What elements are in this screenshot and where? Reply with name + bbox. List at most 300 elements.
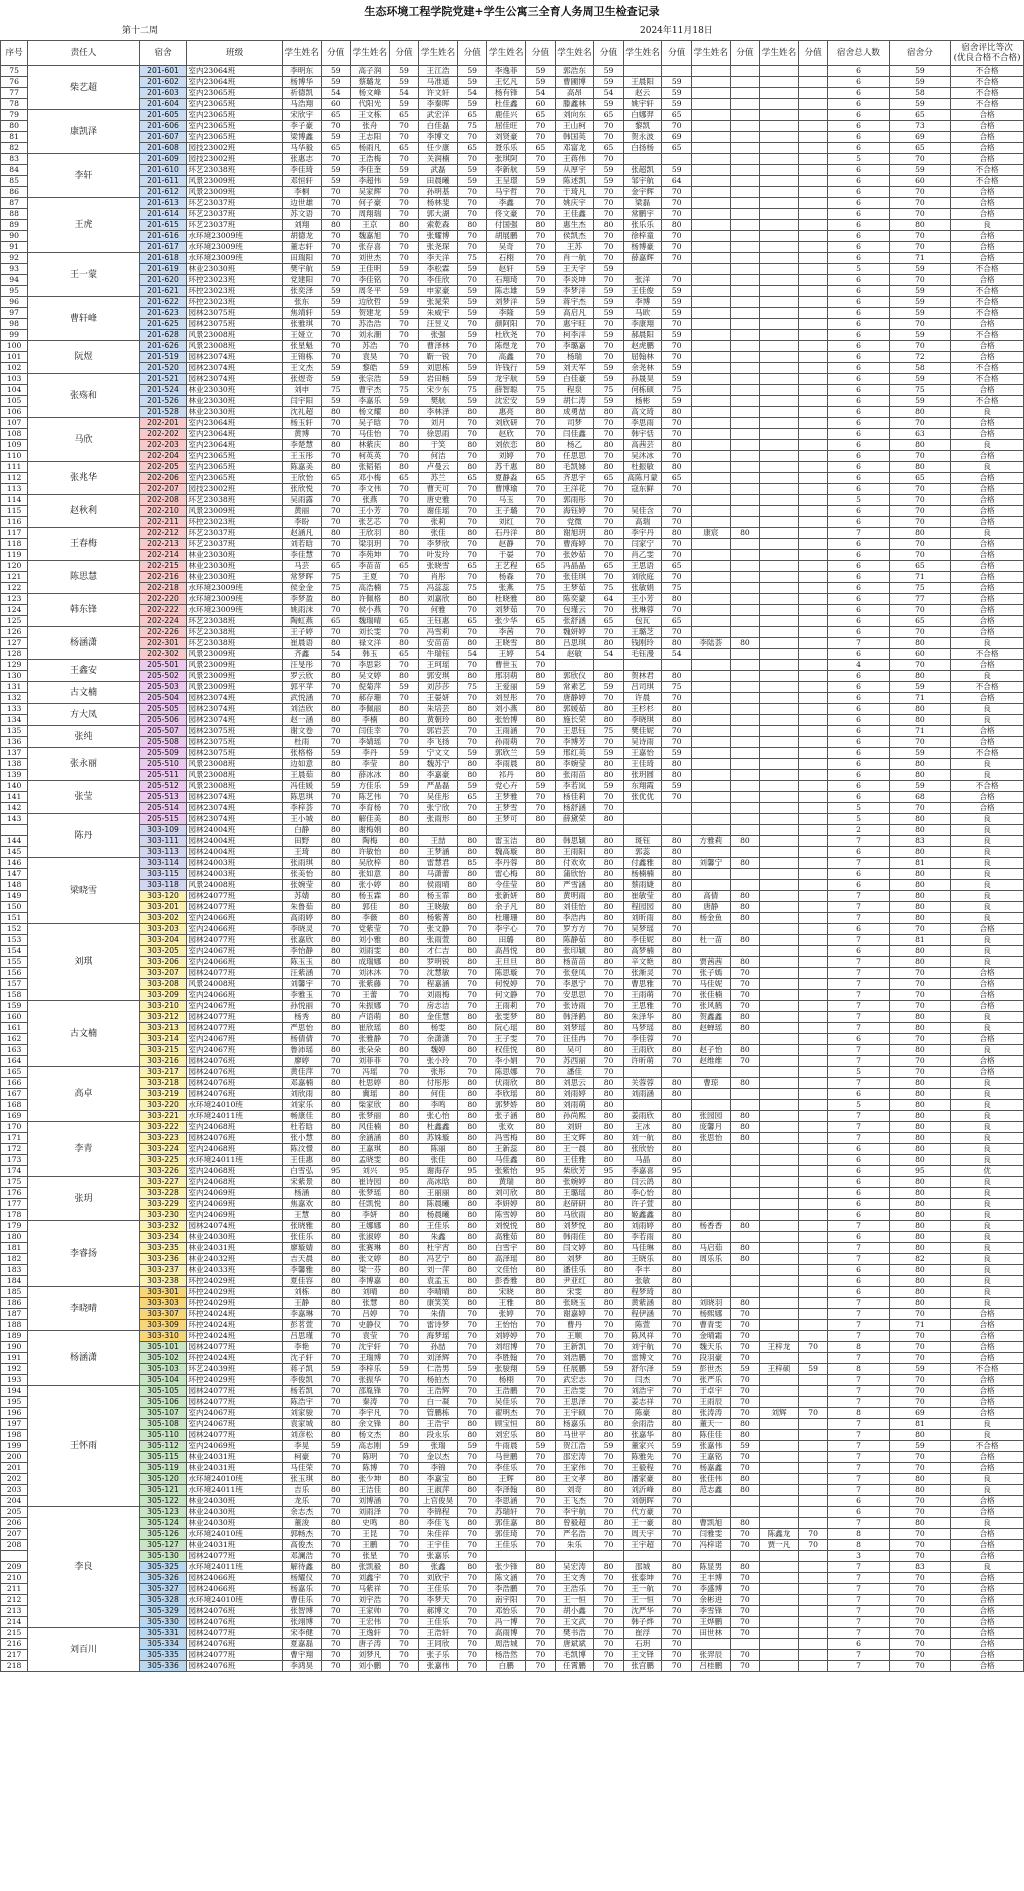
sheet-title: 生态环境工程学院党建+学生公寓三全育人务周卫生检查记录 <box>364 5 660 18</box>
student-score: 65 <box>321 473 351 484</box>
room-number: 202-215 <box>139 561 187 572</box>
student-name: 吴文婷 <box>351 671 390 682</box>
student-name <box>760 374 799 385</box>
student-name <box>760 792 799 803</box>
student-name: 滕鑫林 <box>555 99 594 110</box>
student-score: 80 <box>594 1265 624 1276</box>
student-name: 李佳飞 <box>419 1518 458 1529</box>
student-name <box>760 1551 799 1562</box>
student-score: 65 <box>526 561 556 572</box>
student-name <box>691 176 730 187</box>
table-row <box>1 187 1024 198</box>
student-name: 柯李洋 <box>555 330 594 341</box>
row-number: 108 <box>1 429 28 440</box>
student-name: 唐斌斌 <box>555 1639 594 1650</box>
dorm-grade: 合格 <box>951 385 1024 396</box>
student-name: 李秦晖 <box>419 99 458 110</box>
student-score <box>798 1507 828 1518</box>
student-name: 许佩格 <box>351 594 390 605</box>
student-name <box>691 99 730 110</box>
student-name <box>691 198 730 209</box>
student-score: 70 <box>526 1067 556 1078</box>
dorm-total: 7 <box>828 891 889 902</box>
dorm-total: 6 <box>828 319 889 330</box>
class-name: 环艺23037班 <box>187 528 282 539</box>
student-score: 80 <box>526 1221 556 1232</box>
student-score: 70 <box>594 517 624 528</box>
dorm-total: 6 <box>828 594 889 605</box>
student-score: 80 <box>389 1177 419 1188</box>
student-name <box>760 1265 799 1276</box>
room-number: 201-616 <box>139 231 187 242</box>
student-score: 70 <box>321 1034 351 1045</box>
student-name: 边如意 <box>282 759 321 770</box>
student-score: 80 <box>389 704 419 715</box>
student-name: 唐静婷 <box>555 693 594 704</box>
row-number: 146 <box>1 858 28 869</box>
student-score: 80 <box>457 946 487 957</box>
student-score: 70 <box>457 990 487 1001</box>
student-name: 苏西丽 <box>555 1056 594 1067</box>
col-student-1: 学生姓名 <box>282 41 321 66</box>
student-score <box>798 1045 828 1056</box>
student-name: 崔诗园 <box>351 1177 390 1188</box>
student-name: 唐静 <box>691 902 730 913</box>
room-number: 303-235 <box>139 1243 187 1254</box>
student-score: 70 <box>526 418 556 429</box>
room-number: 205-514 <box>139 803 187 814</box>
dorm-total: 6 <box>828 792 889 803</box>
student-name: 曹博瑜 <box>487 484 526 495</box>
row-number: 218 <box>1 1661 28 1672</box>
student-score <box>730 704 760 715</box>
student-name: 邓澜浩 <box>282 1551 321 1562</box>
table-row <box>1 1628 1024 1639</box>
class-name: 风景23008班 <box>187 341 282 352</box>
student-score: 80 <box>662 1210 692 1221</box>
student-score: 80 <box>526 1232 556 1243</box>
student-score <box>798 1562 828 1573</box>
student-score <box>798 88 828 99</box>
dorm-score: 80 <box>889 462 950 473</box>
student-score <box>798 495 828 506</box>
student-name: 武悦涵 <box>282 693 321 704</box>
student-score: 70 <box>457 803 487 814</box>
student-score <box>798 77 828 88</box>
student-score: 80 <box>662 1111 692 1122</box>
class-name: 风景23009班 <box>187 506 282 517</box>
student-score: 80 <box>594 715 624 726</box>
student-name: 李鸿昊 <box>282 1661 321 1672</box>
room-number: 201-623 <box>139 308 187 319</box>
table-row <box>1 1595 1024 1606</box>
student-score: 59 <box>526 781 556 792</box>
student-score: 70 <box>321 1496 351 1507</box>
student-score <box>730 781 760 792</box>
dorm-grade: 合格 <box>951 484 1024 495</box>
student-name: 冯艺宁 <box>419 1254 458 1265</box>
student-score <box>594 660 624 671</box>
student-score: 70 <box>526 1452 556 1463</box>
table-row <box>1 913 1024 924</box>
student-name: 王雅 <box>487 1298 526 1309</box>
student-score <box>730 1287 760 1298</box>
student-name: 李佳欣 <box>419 275 458 286</box>
student-name: 赵蝉瑶 <box>691 1023 730 1034</box>
student-score: 70 <box>321 1067 351 1078</box>
row-number: 180 <box>1 1232 28 1243</box>
student-score: 80 <box>526 1089 556 1100</box>
table-row <box>1 1529 1024 1540</box>
room-number: 305-331 <box>139 1628 187 1639</box>
student-score: 80 <box>662 1177 692 1188</box>
student-score: 80 <box>321 1276 351 1287</box>
student-score: 80 <box>389 902 419 913</box>
student-score: 65 <box>457 473 487 484</box>
student-score: 80 <box>730 1254 760 1265</box>
row-number: 95 <box>1 286 28 297</box>
dorm-grade: 合格 <box>951 1463 1024 1474</box>
table-row <box>1 1111 1024 1122</box>
row-number: 148 <box>1 880 28 891</box>
room-number: 303-210 <box>139 1001 187 1012</box>
dorm-total: 7 <box>828 1584 889 1595</box>
dorm-grade: 合格 <box>951 726 1024 737</box>
student-name: 马欧 <box>623 308 662 319</box>
student-name: 王佳明 <box>351 264 390 275</box>
student-name <box>623 1067 662 1078</box>
row-number: 150 <box>1 902 28 913</box>
dorm-grade: 合格 <box>951 979 1024 990</box>
class-name: 林业23030班 <box>187 572 282 583</box>
student-score: 80 <box>526 220 556 231</box>
row-number: 157 <box>1 979 28 990</box>
row-number: 185 <box>1 1287 28 1298</box>
class-name: 室内24067班 <box>187 1001 282 1012</box>
student-score: 80 <box>594 528 624 539</box>
dorm-grade: 合格 <box>951 143 1024 154</box>
row-number: 178 <box>1 1210 28 1221</box>
dorm-score: 68 <box>889 792 950 803</box>
row-number: 188 <box>1 1320 28 1331</box>
student-score: 80 <box>457 1188 487 1199</box>
student-name: 苏婧 <box>282 891 321 902</box>
row-number: 92 <box>1 253 28 264</box>
table-row <box>1 594 1024 605</box>
table-row <box>1 1320 1024 1331</box>
student-score <box>798 363 828 374</box>
student-name: 吕思琪 <box>555 638 594 649</box>
student-score: 80 <box>526 1155 556 1166</box>
student-score: 59 <box>457 1441 487 1452</box>
student-score: 80 <box>730 1078 760 1089</box>
student-name: 倪菊萍 <box>351 682 390 693</box>
student-score: 70 <box>662 1617 692 1628</box>
class-name: 园林24077班 <box>187 1012 282 1023</box>
student-score: 80 <box>594 1298 624 1309</box>
table-row <box>1 1342 1024 1353</box>
student-name: 刘可欣 <box>487 1188 526 1199</box>
student-score: 70 <box>594 495 624 506</box>
dorm-total: 6 <box>828 748 889 759</box>
student-name <box>760 1210 799 1221</box>
dorm-total: 6 <box>828 1199 889 1210</box>
dorm-score: 70 <box>889 506 950 517</box>
student-score: 80 <box>526 1562 556 1573</box>
student-name: 刘贤豪 <box>487 132 526 143</box>
class-name: 园林24077班 <box>187 1397 282 1408</box>
room-number: 303-201 <box>139 902 187 913</box>
student-name: 惠亮 <box>487 407 526 418</box>
student-score: 80 <box>526 1133 556 1144</box>
student-score <box>798 1419 828 1430</box>
table-row <box>1 715 1024 726</box>
student-name: 禄文洋 <box>351 638 390 649</box>
student-score: 80 <box>730 1419 760 1430</box>
student-score: 70 <box>457 1606 487 1617</box>
student-name <box>623 803 662 814</box>
student-score <box>798 979 828 990</box>
student-score: 59 <box>526 66 556 77</box>
student-score <box>798 1452 828 1463</box>
student-name: 张小婷 <box>351 880 390 891</box>
dorm-grade: 合格 <box>951 1617 1024 1628</box>
student-name: 薛冰冰 <box>351 770 390 781</box>
student-score: 70 <box>457 660 487 671</box>
student-score: 70 <box>321 627 351 638</box>
row-number: 193 <box>1 1375 28 1386</box>
student-name: 王蕾 <box>351 990 390 1001</box>
dorm-grade: 合格 <box>951 1386 1024 1397</box>
room-number: 202-302 <box>139 649 187 660</box>
student-score: 80 <box>662 1474 692 1485</box>
student-name: 权佳悦 <box>487 1045 526 1056</box>
student-name: 惠生杰 <box>555 220 594 231</box>
student-name: 赵一涵 <box>282 715 321 726</box>
table-row <box>1 638 1024 649</box>
student-name: 刘梦瑶 <box>555 1023 594 1034</box>
student-name: 杜雨 <box>282 737 321 748</box>
room-number: 202-212 <box>139 528 187 539</box>
student-score <box>798 231 828 242</box>
row-number: 174 <box>1 1166 28 1177</box>
table-row <box>1 550 1024 561</box>
student-score: 59 <box>594 682 624 693</box>
student-score: 80 <box>321 1199 351 1210</box>
student-name: 赵静 <box>487 539 526 550</box>
dorm-score: 70 <box>889 1650 950 1661</box>
dorm-total: 6 <box>828 561 889 572</box>
student-score: 70 <box>457 924 487 935</box>
student-name: 李薇 <box>351 913 390 924</box>
student-name: 张敏娟 <box>623 583 662 594</box>
student-name: 严名浩 <box>555 1529 594 1540</box>
student-score: 70 <box>389 121 419 132</box>
student-name: 柴欣芳 <box>555 1166 594 1177</box>
student-score: 80 <box>526 935 556 946</box>
student-name: 杨苗苗 <box>555 957 594 968</box>
student-score: 70 <box>594 1001 624 1012</box>
student-score <box>798 374 828 385</box>
student-score: 65 <box>662 561 692 572</box>
student-score: 80 <box>730 1111 760 1122</box>
student-name: 顾宝恒 <box>487 1419 526 1430</box>
dorm-score: 65 <box>889 561 950 572</box>
student-score: 70 <box>594 693 624 704</box>
dorm-grade: 合格 <box>951 1056 1024 1067</box>
dorm-score: 80 <box>889 1232 950 1243</box>
student-score <box>798 1617 828 1628</box>
table-row <box>1 1661 1024 1672</box>
room-number: 201-614 <box>139 209 187 220</box>
student-score: 59 <box>457 363 487 374</box>
dorm-score: 60 <box>889 176 950 187</box>
student-score: 80 <box>730 891 760 902</box>
student-score <box>798 792 828 803</box>
row-number: 138 <box>1 759 28 770</box>
student-name: 畅康佳 <box>282 1111 321 1122</box>
student-name: 杜若晗 <box>282 1122 321 1133</box>
dorm-score: 80 <box>889 880 950 891</box>
dorm-total: 6 <box>828 583 889 594</box>
student-name: 黄丽 <box>282 506 321 517</box>
student-name: 王杉杉 <box>623 704 662 715</box>
student-name <box>760 1441 799 1452</box>
student-name: 李馨雅 <box>282 1265 321 1276</box>
dorm-score: 80 <box>889 770 950 781</box>
student-score: 70 <box>389 1661 419 1672</box>
class-name: 室内23064班 <box>187 66 282 77</box>
student-score: 70 <box>526 660 556 671</box>
student-score: 65 <box>321 616 351 627</box>
student-name: 刘莎莎 <box>419 682 458 693</box>
student-score: 80 <box>457 220 487 231</box>
student-score: 80 <box>594 1562 624 1573</box>
dorm-total: 6 <box>828 550 889 561</box>
student-name: 吴家辉 <box>351 187 390 198</box>
student-name: 常鹏宇 <box>623 209 662 220</box>
room-number: 305-124 <box>139 1518 187 1529</box>
student-score: 80 <box>730 528 760 539</box>
student-name <box>760 1386 799 1397</box>
student-name <box>760 506 799 517</box>
dorm-total: 6 <box>828 726 889 737</box>
student-score: 70 <box>457 132 487 143</box>
student-score: 70 <box>457 1628 487 1639</box>
student-name: 王子雯 <box>487 1034 526 1045</box>
student-name: 白静 <box>282 825 321 836</box>
responsible-person: 方大凤 <box>28 704 139 726</box>
student-score: 80 <box>457 1023 487 1034</box>
student-name: 王嘉怡 <box>623 748 662 759</box>
student-score: 70 <box>389 1606 419 1617</box>
table-row <box>1 1067 1024 1078</box>
student-score <box>798 528 828 539</box>
student-score: 80 <box>457 528 487 539</box>
student-name: 田野 <box>282 836 321 847</box>
student-name: 金宇辉 <box>623 187 662 198</box>
table-row <box>1 1507 1024 1518</box>
dorm-grade: 合格 <box>951 1573 1024 1584</box>
class-name: 园林23074班 <box>187 715 282 726</box>
room-number: 305-325 <box>139 1562 187 1573</box>
student-name: 付国强 <box>487 220 526 231</box>
student-name: 杨栩 <box>487 1375 526 1386</box>
row-number: 121 <box>1 572 28 583</box>
student-name: 汪佳冉 <box>555 1034 594 1045</box>
row-number: 159 <box>1 1001 28 1012</box>
room-number: 303-118 <box>139 880 187 891</box>
room-number: 202-222 <box>139 605 187 616</box>
student-name: 李莹 <box>351 759 390 770</box>
student-name <box>555 1551 594 1562</box>
table-row <box>1 451 1024 462</box>
student-name: 马准遥 <box>419 77 458 88</box>
student-score: 70 <box>457 605 487 616</box>
student-name: 陈文涵 <box>487 1573 526 1584</box>
student-name: 张风鹤 <box>691 1001 730 1012</box>
student-score: 59 <box>389 682 419 693</box>
student-name: 董志轩 <box>282 242 321 253</box>
row-number: 195 <box>1 1397 28 1408</box>
student-score: 70 <box>526 242 556 253</box>
student-score: 70 <box>457 1067 487 1078</box>
student-score: 80 <box>457 1518 487 1529</box>
dorm-grade: 合格 <box>951 1001 1024 1012</box>
student-score: 70 <box>662 484 692 495</box>
student-name: 程嘉涵 <box>419 979 458 990</box>
student-name: 李晃 <box>282 1441 321 1452</box>
student-score: 75 <box>526 385 556 396</box>
dorm-score: 70 <box>889 1067 950 1078</box>
row-number: 115 <box>1 506 28 517</box>
student-score: 70 <box>389 1408 419 1419</box>
class-name: 园林23074班 <box>187 352 282 363</box>
student-score <box>730 814 760 825</box>
student-score <box>662 264 692 275</box>
class-name: 环艺23038班 <box>187 638 282 649</box>
student-score: 70 <box>526 198 556 209</box>
student-score: 70 <box>457 198 487 209</box>
student-name <box>691 451 730 462</box>
student-score: 70 <box>457 1056 487 1067</box>
student-name <box>760 1353 799 1364</box>
dorm-grade: 良 <box>951 1177 1024 1188</box>
student-name: 王家帅 <box>351 1606 390 1617</box>
student-score: 59 <box>457 264 487 275</box>
row-number: 201 <box>1 1463 28 1474</box>
col-student-3: 学生姓名 <box>419 41 458 66</box>
room-number: 205-502 <box>139 671 187 682</box>
student-score: 80 <box>662 704 692 715</box>
student-name: 李宇心 <box>487 924 526 935</box>
student-score: 80 <box>321 638 351 649</box>
student-score: 80 <box>594 1023 624 1034</box>
student-name: 王思泽 <box>555 1397 594 1408</box>
student-score: 80 <box>389 1188 419 1199</box>
student-name: 刘馨宇 <box>282 979 321 990</box>
student-name <box>691 165 730 176</box>
student-name: 王晏妍 <box>419 693 458 704</box>
dorm-score: 83 <box>889 1562 950 1573</box>
dorm-grade: 合格 <box>951 1650 1024 1661</box>
student-name: 韩玉 <box>351 649 390 660</box>
dorm-total: 7 <box>828 1056 889 1067</box>
student-score: 54 <box>321 88 351 99</box>
student-name <box>623 660 662 671</box>
dorm-grade: 良 <box>951 1419 1024 1430</box>
table-row <box>1 693 1024 704</box>
